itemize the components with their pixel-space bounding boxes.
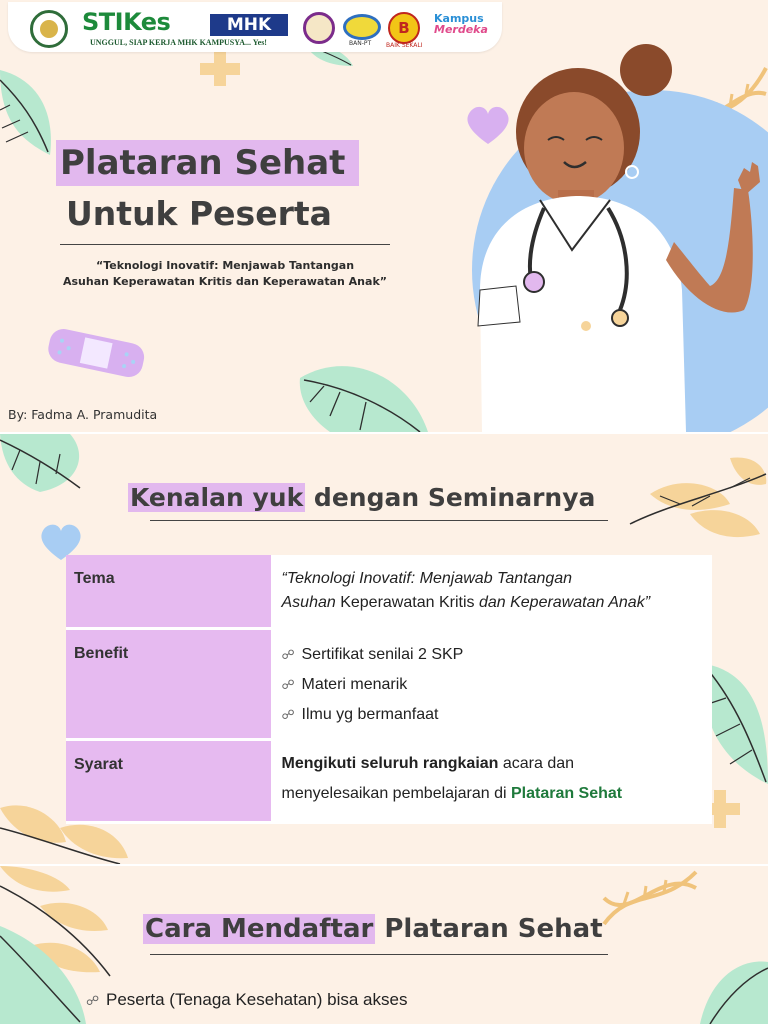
- leaf-green-left-icon: [0, 926, 90, 1024]
- list-item: [282, 670, 705, 700]
- table-row: [66, 740, 712, 823]
- leaf-green-right-icon: [690, 958, 768, 1024]
- syarat-value: [272, 740, 712, 823]
- syarat-line1: [282, 749, 705, 779]
- brand-tagline: UNGGUL, SIAP KERJA MHK KAMPUSYA... Yes!: [90, 38, 267, 47]
- bandage-icon: [44, 322, 148, 386]
- leaf-bottom-icon: [290, 358, 430, 432]
- banpt-label: BAN-PT: [349, 40, 372, 47]
- accreditation-label: BAIK SEKALI: [386, 42, 423, 49]
- heading-rest: Plataran Sehat: [375, 914, 603, 944]
- title-divider: [60, 244, 390, 245]
- list-item: [86, 990, 407, 1010]
- page-subtitle: [40, 258, 410, 290]
- author-byline: By: Fadma A. Pramudita: [8, 407, 158, 422]
- list-item: [282, 640, 705, 670]
- tema-label: Tema: [66, 555, 272, 629]
- stethoscope-icon: ☍: [281, 677, 295, 692]
- stethoscope-icon: ☍: [281, 647, 295, 662]
- banpt-badge-icon: [343, 14, 381, 40]
- registration-item-text: Peserta (Tenaga Kesehatan) bisa akses: [106, 990, 408, 1009]
- plataran-sehat-link: Plataran Sehat: [510, 785, 623, 802]
- syarat-line2-text: menyelesaikan pembelajaran di: [281, 785, 511, 802]
- leaf-top-left-icon: [0, 434, 90, 494]
- benefit-value: [272, 629, 712, 740]
- decor-leaves-left-icon: [0, 60, 60, 160]
- heading-highlight: Cara Mendaftar: [145, 914, 374, 944]
- subtitle-line2: Asuhan Keperawatan Kritis dan Keperawatan Anak”: [62, 275, 387, 288]
- section-heading: [143, 910, 603, 948]
- stethoscope-icon: ☍: [86, 993, 100, 1008]
- stethoscope-icon: ☍: [281, 707, 295, 722]
- nurse-illustration: [460, 40, 768, 432]
- accreditation-b-badge: B: [388, 12, 420, 44]
- heading-highlight: Kenalan yuk: [130, 483, 304, 512]
- slide-seminar-info: [0, 434, 768, 864]
- benefit-text: Materi menarik: [301, 676, 408, 693]
- tema-line2-b: Keperawatan Kritis: [335, 594, 479, 611]
- institution-seal-icon: [30, 10, 68, 48]
- heading-divider: [150, 954, 608, 955]
- tema-line2-a: Asuhan: [281, 594, 336, 611]
- kampus-merdeka-logo: [434, 13, 488, 35]
- tema-line2-c: dan Keperawatan Anak”: [478, 594, 651, 611]
- list-item: [282, 700, 705, 730]
- slide-registration: [0, 866, 768, 1024]
- page-title-line2: Untuk Peserta: [66, 194, 332, 233]
- kampus-label: Kampus: [434, 12, 484, 25]
- subtitle-line1: “Teknologi Inovatif: Menjawab Tantangan: [95, 259, 355, 272]
- benefit-text: Ilmu yg bermanfaat: [301, 706, 439, 723]
- slide-title: [0, 0, 768, 432]
- tema-line2: [282, 591, 705, 615]
- syarat-label: Syarat: [66, 740, 272, 823]
- syarat-bold: Mengikuti seluruh rangkaian: [281, 755, 499, 772]
- page-title-line1: Plataran Sehat: [56, 140, 359, 186]
- dna-icon: [600, 868, 700, 928]
- lam-ptkes-badge-icon: [303, 12, 335, 44]
- syarat-rest: acara dan: [498, 755, 575, 772]
- tema-line1: “Teknologi Inovatif: Menjawab Tantangan: [281, 570, 573, 587]
- brand-suffix: MHK: [210, 14, 288, 36]
- table-row: [66, 629, 712, 740]
- heading-rest: dengan Seminarnya: [305, 483, 596, 512]
- plus-icon: [200, 52, 240, 86]
- seminar-info-table: [66, 555, 712, 824]
- benefit-label: Benefit: [66, 629, 272, 740]
- table-row: [66, 555, 712, 629]
- section-heading: [128, 480, 595, 516]
- merdeka-label: Merdeka: [434, 23, 488, 36]
- benefit-text: Sertifikat senilai 2 SKP: [301, 646, 464, 663]
- brand-name: STIKes: [82, 8, 171, 36]
- tema-value: [272, 555, 712, 629]
- syarat-line2: [282, 779, 705, 809]
- logo-bar: [8, 2, 502, 52]
- leaf-orange-right-icon: [620, 454, 768, 544]
- heading-divider: [150, 520, 608, 521]
